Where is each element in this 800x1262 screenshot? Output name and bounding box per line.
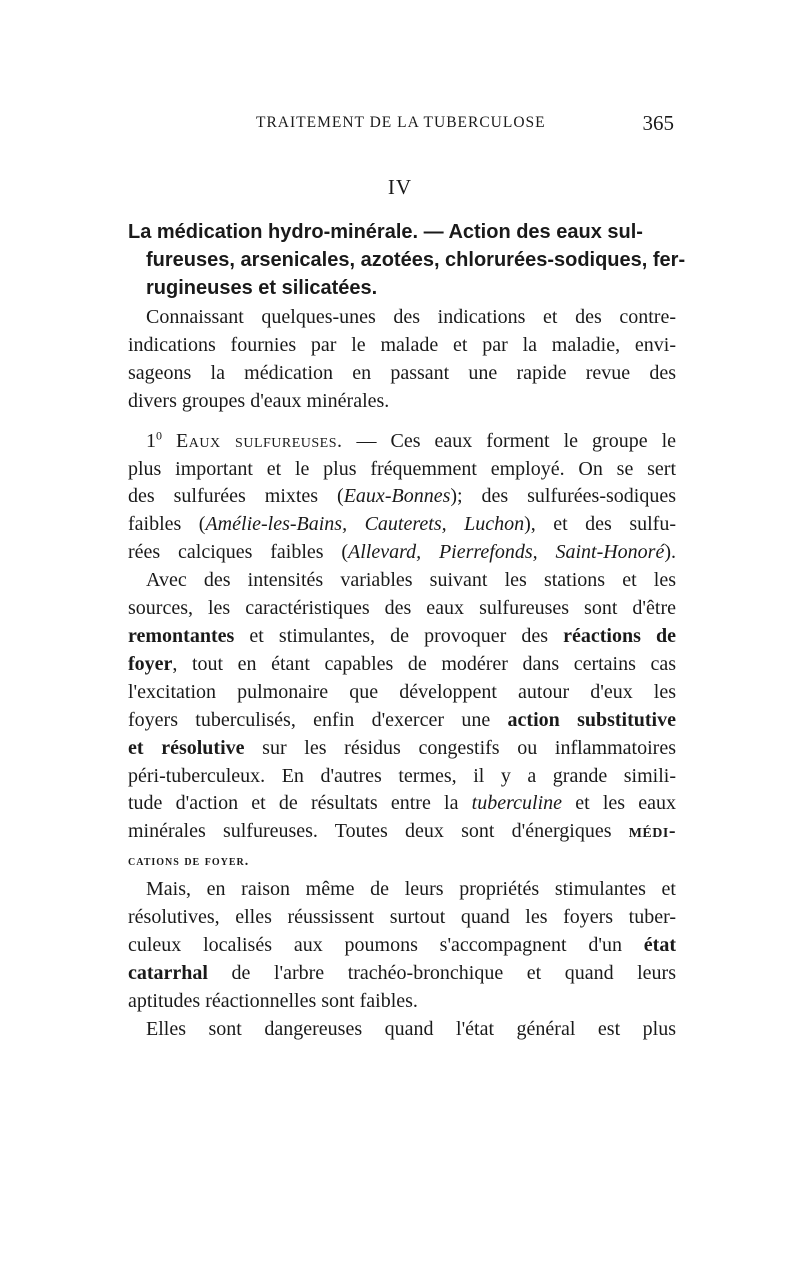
text-line: Avec des intensités variables suivant les stations et les	[146, 569, 676, 592]
paragraph-dangers	[128, 1016, 676, 1044]
text-line	[128, 623, 676, 651]
text-line: l'excitation pulmonaire que développent autour d'eux les	[128, 680, 676, 703]
text-run: minérales sulfureuses. Toutes deux sont d'énergiques	[128, 820, 629, 843]
italic-run: Allevard, Pierrefonds, Saint-Honoré	[348, 541, 665, 564]
text-run: — Ces eaux forment le groupe le	[342, 429, 676, 452]
text-line	[128, 735, 676, 763]
text-run: faibles (	[128, 513, 206, 536]
bold-run: réactions de	[563, 624, 676, 647]
subsection-label: Eaux sulfureuses.	[176, 429, 343, 452]
bold-run: et résolutive	[128, 736, 245, 759]
text-run: culeux localisés aux poumons s'accompagnent d'un	[128, 933, 644, 956]
text-line	[128, 790, 676, 818]
text-run: sur les résidus congestifs ou inflammatoires	[244, 736, 676, 759]
text-line: sageons la médication en passant une rapide revue des	[128, 361, 676, 384]
bold-run: catarrhal	[128, 961, 208, 984]
text-run: et les eaux	[562, 792, 676, 815]
italic-run: Amélie-les-Bains, Cauterets, Luchon	[205, 513, 525, 536]
text-line	[128, 428, 676, 456]
bold-run: action substitutive	[507, 708, 676, 731]
text-line: péri-tuberculeux. En d'autres termes, il y a grande simili-	[128, 764, 676, 787]
italic-run: Eaux-Bonnes	[343, 485, 451, 508]
italic-run: tuberculine	[471, 792, 562, 815]
small-caps-run: cations de foyer.	[128, 854, 250, 870]
section-heading	[128, 218, 686, 302]
paragraph-intro	[128, 304, 676, 416]
text-run: foyers tuberculisés, enfin d'exercer une	[128, 708, 508, 731]
text-line	[128, 539, 676, 567]
text-line	[128, 651, 676, 679]
heading-line: fureuses, arsenicales, azotées, chlorurées-sodiques, fer-	[146, 249, 686, 271]
running-header	[128, 111, 674, 138]
text-line: sources, les caractéristiques des eaux sulfureuses sont d'être	[128, 597, 676, 620]
item-number: 1	[146, 429, 156, 452]
text-run: ), et des sulfu-	[524, 513, 676, 536]
text-run: , tout en étant capables de modérer dans certains cas	[172, 652, 676, 675]
text-line: indications fournies par le malade et par la maladie, envi-	[128, 333, 676, 356]
bold-run: état	[643, 933, 676, 956]
text-line: aptitudes réactionnelles sont faibles.	[128, 989, 418, 1012]
running-title: TRAITEMENT DE LA TUBERCULOSE	[256, 114, 546, 131]
text-line	[128, 511, 676, 539]
text-line	[128, 846, 676, 876]
paragraph-caracteristiques	[128, 567, 676, 876]
bold-run: foyer	[128, 652, 173, 675]
text-line	[128, 707, 676, 735]
page-number: 365	[642, 111, 674, 135]
text-run: ).	[664, 541, 676, 564]
text-run: tude d'action et de résultats entre la	[128, 792, 472, 815]
text-run: de l'arbre trachéo-bronchique et quand leurs	[207, 961, 676, 984]
text-line	[128, 960, 676, 988]
text-line: résolutives, elles réussissent surtout quand les foyers tuber-	[128, 906, 676, 929]
text-line: plus important et le plus fréquemment employé. On se sert	[128, 457, 676, 480]
text-line: Connaissant quelques-unes des indications et des contre-	[146, 306, 676, 328]
text-run: et stimulantes, de provoquer des	[234, 624, 564, 647]
item-number-degree: 0	[156, 427, 162, 442]
heading-line: La médication hydro-minérale. — Action des eaux sul-	[128, 221, 643, 243]
paragraph-sulfureuses	[128, 428, 676, 568]
text-line	[128, 932, 676, 960]
text-line: Elles sont dangereuses quand l'état général est plus	[146, 1017, 676, 1040]
text-run: ); des sulfurées-sodiques	[450, 485, 676, 508]
bold-run: remontantes	[128, 624, 235, 647]
text-run: des sulfurées mixtes (	[128, 485, 344, 508]
section-number: IV	[387, 175, 413, 199]
body-text	[128, 304, 676, 1044]
text-run: rées calciques faibles (	[128, 541, 349, 564]
text-line	[128, 818, 676, 846]
text-line	[128, 483, 676, 511]
small-caps-run: médi-	[628, 820, 676, 843]
paragraph-indications	[128, 876, 676, 1016]
text-line: Mais, en raison même de leurs propriétés stimulantes et	[146, 878, 676, 901]
heading-line: rugineuses et silicatées.	[146, 277, 378, 299]
text-line: divers groupes d'eaux minérales.	[128, 389, 390, 412]
